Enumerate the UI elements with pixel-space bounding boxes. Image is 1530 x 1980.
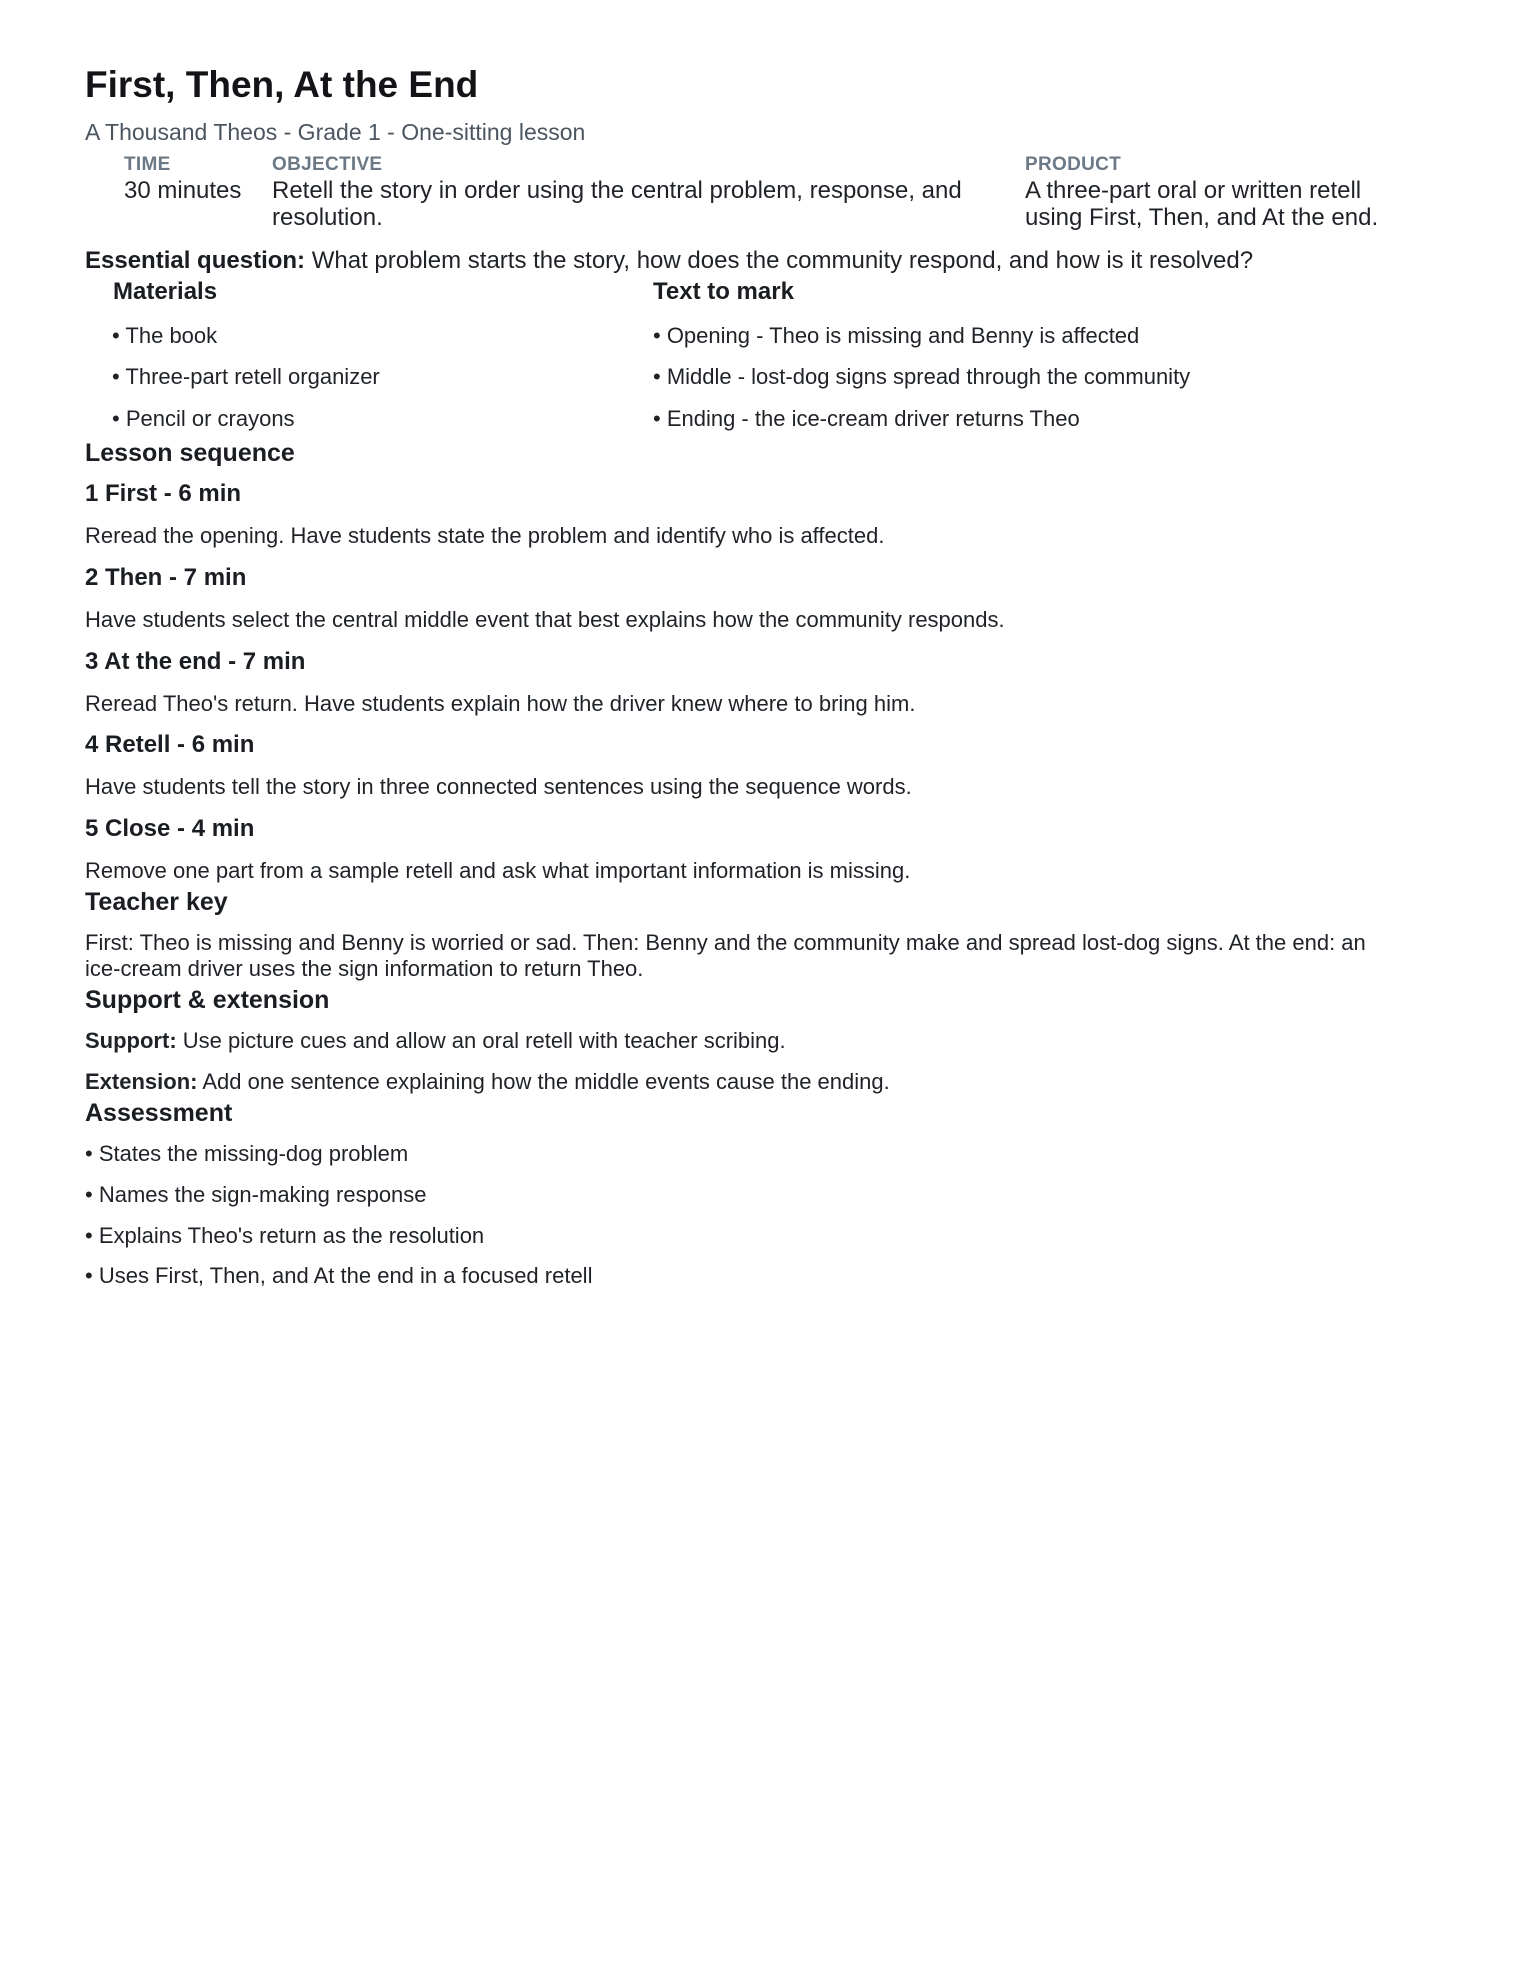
step-title: 4 Retell - 6 min	[85, 731, 255, 758]
page-subtitle: A Thousand Theos - Grade 1 - One-sitting lesson	[85, 119, 586, 145]
step-title: 2 Then - 7 min	[85, 564, 247, 591]
essential-question	[85, 246, 1253, 276]
materials-item: • The book	[112, 323, 218, 348]
time-value: 30 minutes	[124, 177, 242, 204]
teacher-key-heading: Teacher key	[85, 888, 228, 916]
step-title: 3 At the end - 7 min	[85, 648, 306, 675]
step-text: Reread Theo's return. Have students explain how the driver knew where to bring him.	[85, 691, 916, 716]
assessment-item: • Uses First, Then, and At the end in a focused retell	[85, 1263, 593, 1288]
support-text: Use picture cues and allow an oral retell with teacher scribing.	[176, 1028, 786, 1053]
time-label: TIME	[124, 154, 171, 175]
support-label: Support:	[85, 1028, 177, 1053]
essential-question-text: What problem starts the story, how does the community respond, and how is it resolved?	[305, 247, 1254, 274]
step-text: Reread the opening. Have students state the problem and identify who is affected.	[85, 523, 885, 548]
extension-label: Extension:	[85, 1069, 198, 1094]
assessment-item: • States the missing-dog problem	[85, 1141, 409, 1166]
product-line-1: A three-part oral or written retell	[1025, 177, 1362, 204]
step-text: Have students tell the story in three connected sentences using the sequence words.	[85, 774, 912, 799]
essential-question-label: Essential question:	[85, 247, 306, 274]
support-row	[85, 1028, 786, 1054]
step-title: 1 First - 6 min	[85, 480, 242, 507]
step-text: Have students select the central middle event that best explains how the community responds.	[85, 607, 1005, 632]
step-title: 5 Close - 4 min	[85, 815, 255, 842]
text-to-mark-item: • Ending - the ice-cream driver returns Theo	[653, 406, 1080, 431]
materials-heading: Materials	[113, 278, 218, 305]
lesson-sequence-heading: Lesson sequence	[85, 439, 295, 467]
objective-line-2: resolution.	[272, 204, 383, 231]
text-to-mark-item: • Middle - lost-dog signs spread through the community	[653, 364, 1191, 389]
extension-row	[85, 1069, 890, 1095]
text-to-mark-item: • Opening - Theo is missing and Benny is affected	[653, 323, 1140, 348]
objective-line-1: Retell the story in order using the central problem, response, and	[272, 177, 962, 204]
page-title: First, Then, At the End	[85, 64, 479, 105]
teacher-key-line-1: First: Theo is missing and Benny is worried or sad. Then: Benny and the community make and spread lost-dog signs. At the end: an	[85, 930, 1366, 955]
teacher-key-line-2: ice-cream driver uses the sign information to return Theo.	[85, 956, 644, 981]
product-label: PRODUCT	[1025, 154, 1122, 175]
assessment-item: • Names the sign-making response	[85, 1182, 427, 1207]
objective-label: OBJECTIVE	[272, 154, 383, 175]
text-to-mark-heading: Text to mark	[653, 278, 794, 305]
step-text: Remove one part from a sample retell and ask what important information is missing.	[85, 858, 911, 883]
materials-item: • Three-part retell organizer	[112, 364, 380, 389]
product-line-2: using First, Then, and At the end.	[1025, 204, 1379, 231]
assessment-heading: Assessment	[85, 1099, 233, 1127]
assessment-item: • Explains Theo's return as the resolution	[85, 1223, 485, 1248]
extension-text: Add one sentence explaining how the middle events cause the ending.	[197, 1069, 890, 1094]
support-extension-heading: Support & extension	[85, 986, 330, 1014]
materials-item: • Pencil or crayons	[112, 406, 295, 431]
